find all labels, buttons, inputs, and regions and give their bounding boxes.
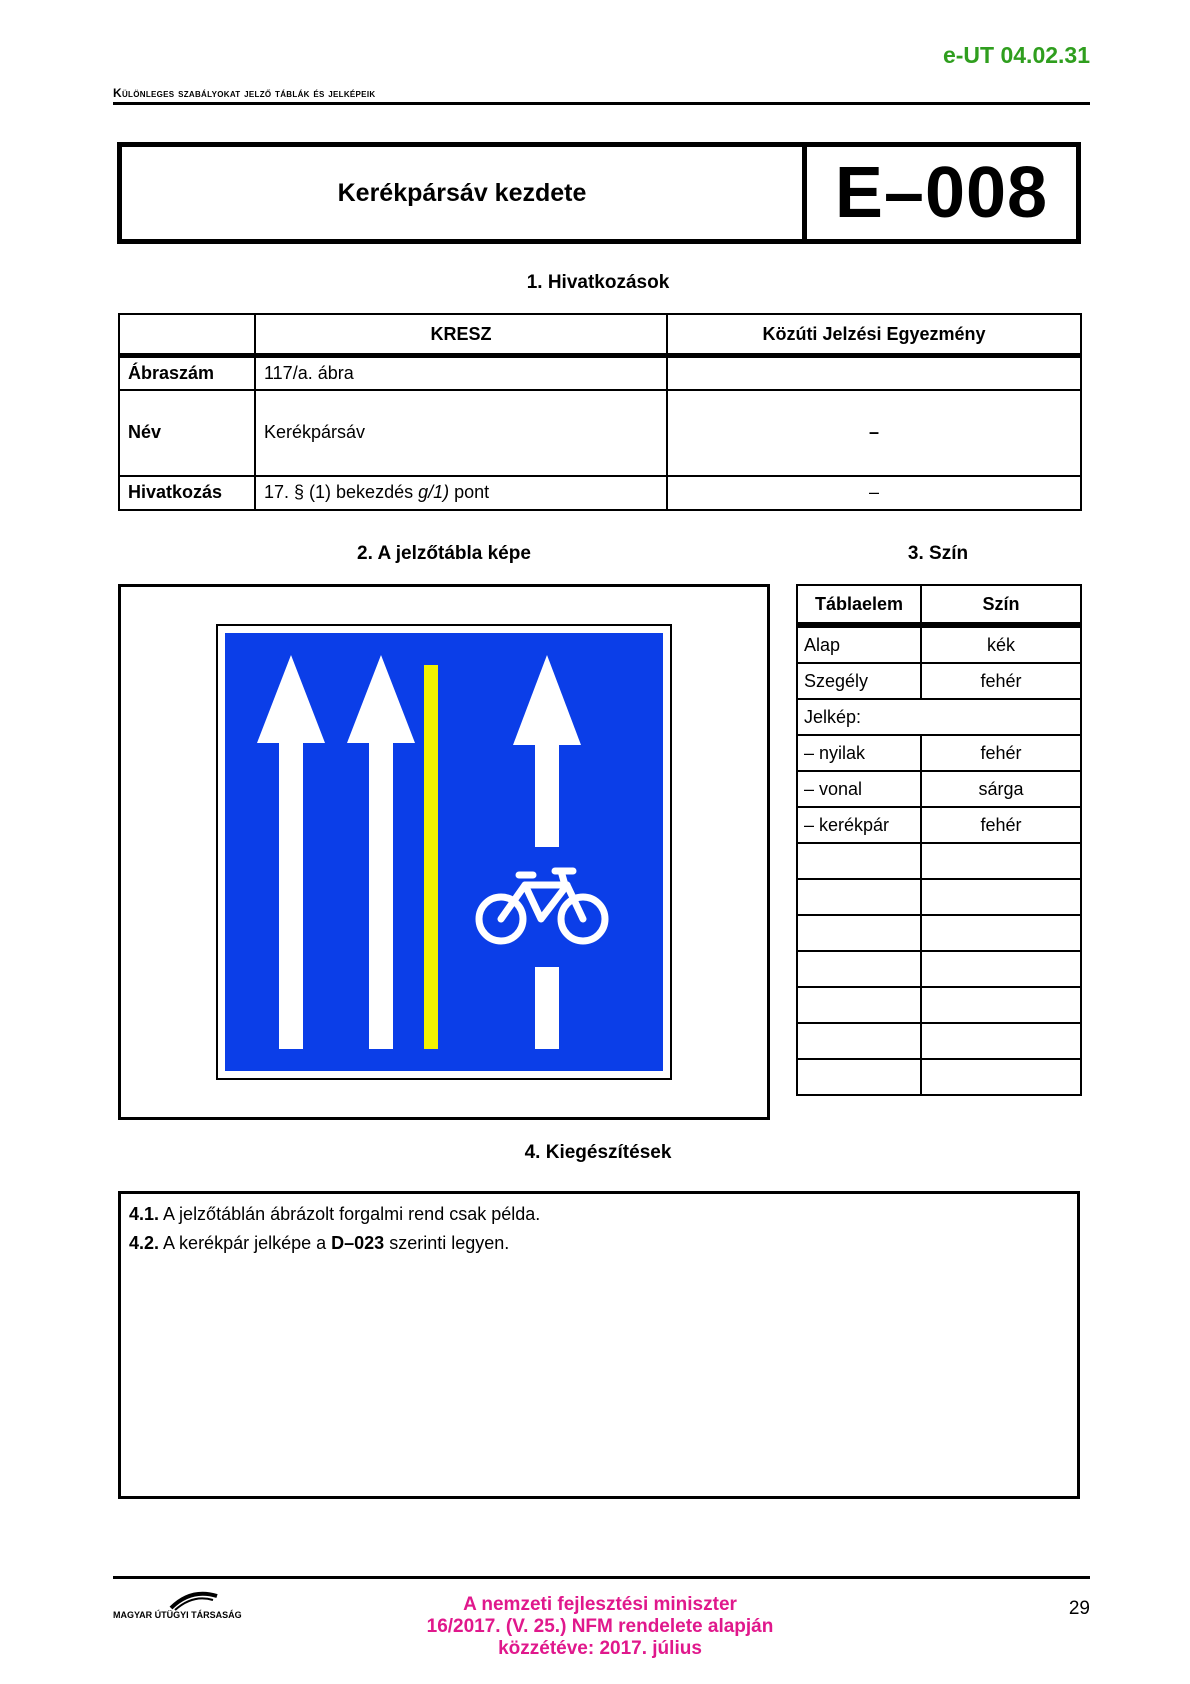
sign-image-frame <box>118 584 770 1120</box>
supplement-text: A jelzőtáblán ábrázolt forgalmi rend csak példa. <box>159 1204 541 1224</box>
supplement-number: 4.2. <box>129 1233 160 1253</box>
kresz-ref-pre: 17. § (1) bekezdés <box>264 482 419 502</box>
logo-icon <box>113 1588 273 1622</box>
color-element-cell <box>797 879 921 915</box>
color-group-label: Jelkép: <box>797 699 1081 735</box>
row-label: Hivatkozás <box>119 476 255 510</box>
color-element-cell <box>797 915 921 951</box>
ref-col-kresz: KRESZ <box>255 314 667 356</box>
title-box <box>117 142 1081 244</box>
kresz-cell: 117/a. ábra <box>255 356 667 390</box>
supplement-ref: D–023 <box>331 1233 385 1253</box>
company-logo <box>113 1588 273 1627</box>
color-value-cell <box>921 1059 1081 1095</box>
kresz-cell <box>255 476 667 510</box>
color-element-cell: Szegély <box>797 663 921 699</box>
color-col-element: Táblaelem <box>797 585 921 625</box>
footer-line-1: A nemzeti fejlesztési miniszter <box>463 1594 737 1615</box>
header-rule <box>113 102 1090 105</box>
color-element-cell: – kerékpár <box>797 807 921 843</box>
color-row <box>797 1023 1081 1059</box>
page-number: 29 <box>1068 1598 1090 1619</box>
color-table <box>796 584 1082 1096</box>
supplement-text-end: szerinti legyen. <box>384 1233 510 1253</box>
supplement-item <box>129 1229 1069 1258</box>
document-category: Különleges szabályokat jelző táblák és jelképeik <box>113 86 376 100</box>
color-element-cell: – nyilak <box>797 735 921 771</box>
section1-heading: 1. Hivatkozások <box>526 272 670 293</box>
color-row <box>797 663 1081 699</box>
color-element-cell <box>797 951 921 987</box>
table-row <box>119 356 1081 390</box>
footer-line-3: közzétéve: 2017. július <box>498 1638 702 1659</box>
supplements-box <box>118 1191 1080 1499</box>
section2-heading: 2. A jelzőtábla képe <box>357 543 531 564</box>
color-value-cell: kék <box>921 625 1081 663</box>
color-element-cell <box>797 1023 921 1059</box>
color-element-cell <box>797 1059 921 1095</box>
color-value-cell <box>921 879 1081 915</box>
sign-image <box>121 587 767 1117</box>
color-row <box>797 915 1081 951</box>
color-value-cell: sárga <box>921 771 1081 807</box>
row-label: Ábraszám <box>119 356 255 390</box>
color-row <box>797 879 1081 915</box>
color-row <box>797 843 1081 879</box>
footer-line-2: 16/2017. (V. 25.) NFM rendelete alapján <box>426 1616 774 1637</box>
color-col-color: Szín <box>921 585 1081 625</box>
supplement-item <box>129 1200 1069 1229</box>
section3-heading: 3. Szín <box>907 543 969 564</box>
color-value-cell <box>921 987 1081 1023</box>
egyezmeny-cell <box>667 356 1081 390</box>
ref-col-empty <box>119 314 255 356</box>
color-value-cell <box>921 915 1081 951</box>
color-value-cell <box>921 1023 1081 1059</box>
color-element-cell: – vonal <box>797 771 921 807</box>
sign-code: E–008 <box>834 153 1049 233</box>
egyezmeny-cell: – <box>667 476 1081 510</box>
supplement-text: A kerékpár jelképe a <box>159 1233 332 1253</box>
table-row <box>119 476 1081 510</box>
logo-text: MAGYAR ÚTÜGYI TÁRSASÁG <box>113 1610 242 1620</box>
footer-rule <box>113 1576 1090 1579</box>
color-row <box>797 807 1081 843</box>
color-value-cell <box>921 843 1081 879</box>
references-table <box>118 313 1082 511</box>
egyezmeny-cell: – <box>667 390 1081 476</box>
color-row <box>797 625 1081 663</box>
color-row <box>797 951 1081 987</box>
color-row <box>797 735 1081 771</box>
ref-col-egyezmeny: Közúti Jelzési Egyezmény <box>667 314 1081 356</box>
section4-heading: 4. Kiegészítések <box>524 1142 672 1163</box>
sign-title: Kerékpársáv kezdete <box>337 178 587 207</box>
color-row <box>797 987 1081 1023</box>
color-row <box>797 1059 1081 1095</box>
lane-divider-line <box>424 665 438 1049</box>
row-label: Név <box>119 390 255 476</box>
table-row <box>119 390 1081 476</box>
supplement-number: 4.1. <box>129 1204 160 1224</box>
document-code: e-UT 04.02.31 <box>942 42 1090 68</box>
color-element-cell <box>797 987 921 1023</box>
color-element-cell: Alap <box>797 625 921 663</box>
color-value-cell: fehér <box>921 663 1081 699</box>
color-value-cell <box>921 951 1081 987</box>
color-value-cell: fehér <box>921 807 1081 843</box>
color-row <box>797 699 1081 735</box>
kresz-ref-post: pont <box>449 482 490 502</box>
color-element-cell <box>797 843 921 879</box>
kresz-cell: Kerékpársáv <box>255 390 667 476</box>
color-value-cell: fehér <box>921 735 1081 771</box>
kresz-ref-italic: g/1) <box>418 482 450 502</box>
color-row <box>797 771 1081 807</box>
footer-publication <box>350 1594 850 1660</box>
